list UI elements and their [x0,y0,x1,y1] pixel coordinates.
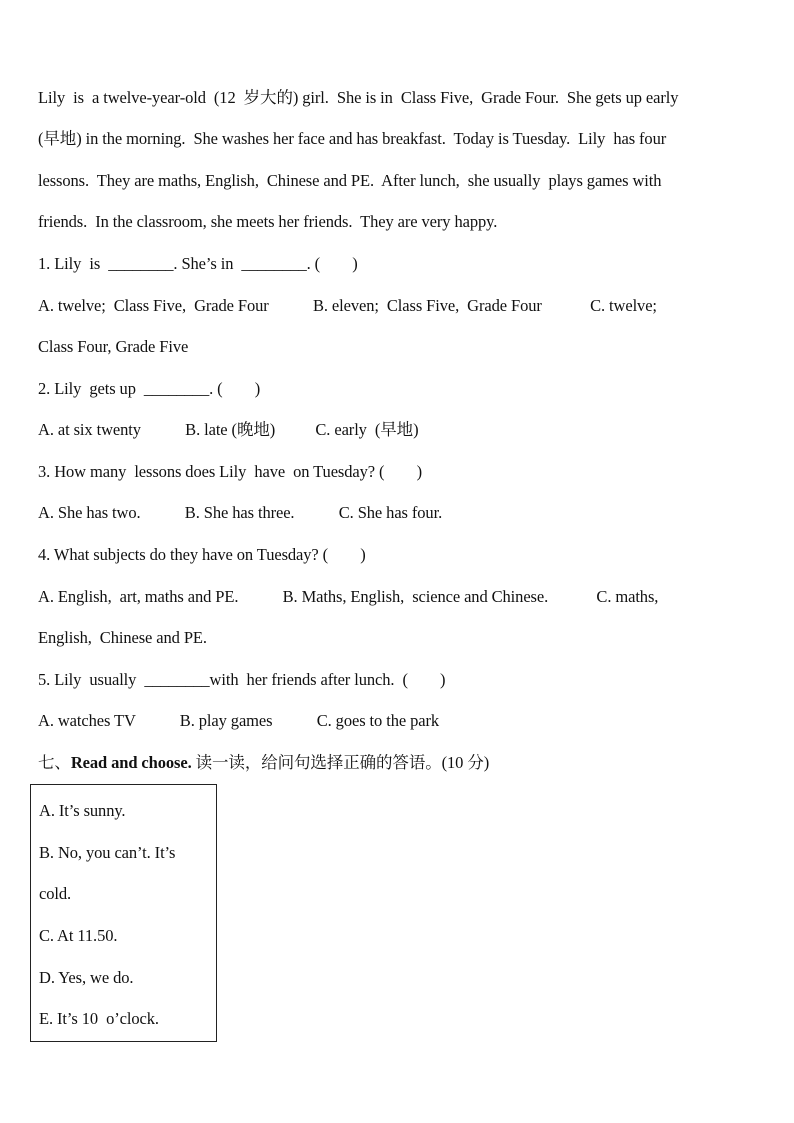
passage-line: (早地) in the morning. She washes her face and has breakfast. Today is Tuesday. Lily has four [38,129,667,148]
answer-option: A. It’s sunny. [39,801,126,820]
answer-option: cold. [39,884,72,903]
question-options: A. She has two. B. She has three. C. She has four. [38,503,443,522]
question-stem: 2. Lily gets up ________. ( ) [38,379,261,398]
question-options: A. at six twenty B. late (晚地) C. early (早地) [38,420,419,439]
question-options: A. watches TV B. play games C. goes to the park [38,711,440,730]
passage-line: friends. In the classroom, she meets her friends. They are very happy. [38,212,498,231]
section-title-en: Read and choose. [70,753,192,772]
answer-options-box [30,784,217,1042]
answer-option: C. At 11.50. [39,926,118,945]
question-stem: 4. What subjects do they have on Tuesday? ( ) [38,545,366,564]
passage-line: Lily is a twelve-year-old (12 岁大的) girl. She is in Class Five, Grade Four. She gets up early [38,88,679,107]
question-options: A. twelve; Class Five, Grade Four B. eleven; Class Five, Grade Four C. twelve; [38,296,657,315]
answer-option: B. No, you can’t. It’s [39,843,176,862]
question-stem: 1. Lily is ________. She’s in ________. ( ) [38,254,358,273]
passage-line: lessons. They are maths, English, Chinese and PE. After lunch, she usually plays games with [38,171,662,190]
section-title-cn: 读一读，给问句选择正确的答语。(10 分) [191,753,490,772]
answer-option: E. It’s 10 o’clock. [39,1009,159,1028]
question-options: A. English, art, maths and PE. B. Maths, English, science and Chinese. C. maths, [38,587,659,606]
question-options: Class Four, Grade Five [38,337,189,356]
question-options: English, Chinese and PE. [38,628,207,647]
question-stem: 3. How many lessons does Lily have on Tuesday? ( ) [38,462,423,481]
question-stem: 5. Lily usually ________with her friends after lunch. ( ) [38,670,446,689]
answer-option: D. Yes, we do. [39,968,134,987]
section-heading [38,753,754,773]
section-number: 七、 [38,753,71,772]
